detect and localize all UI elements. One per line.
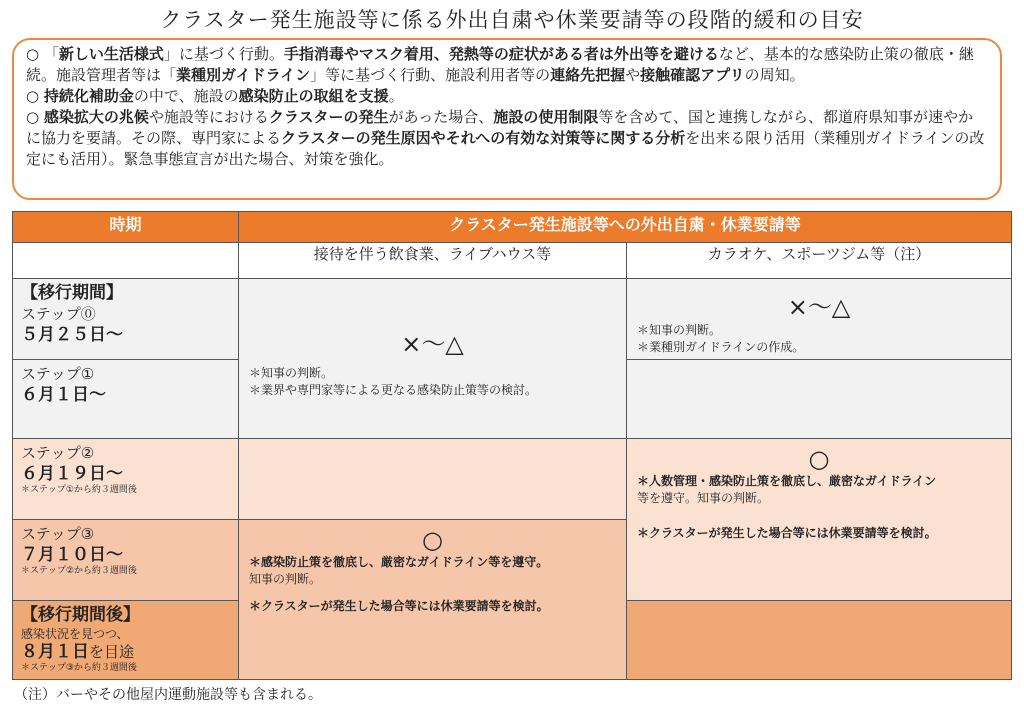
- period-step1: ステップ① ６月１日〜: [13, 360, 239, 439]
- period-after: 【移行期間後】 感染状況を見つつ、 ８月１日を目途 ＊ステップ③から約３週間後: [13, 601, 239, 680]
- summary-paragraph-2: ○ 持続化補助金の中で、施設の感染防止の取組を支援。: [26, 87, 404, 105]
- circle-symbol: ○: [422, 526, 443, 554]
- cell-a-step0-1: ×〜△ ＊知事の判断。 ＊業界や専門家等による更なる感染防止策等の検討。: [239, 279, 627, 439]
- summary-paragraph-3: ○ 感染拡大の兆候や施設等におけるクラスターの発生があった場合、施設の使用制限等を含めて、国と連携しながら、都道府県知事が速やかに協力を要請。その際、専門家によるクラスターの発生原因やそれへの有効な対策等に関する分析を出来る限り活用（業種別ガイドラインの改定にも活用）。緊急事態宣言が出た場合、対策を強化。: [26, 108, 985, 168]
- main-header: クラスター発生施設等への外出自粛・休業要請等: [239, 212, 1012, 243]
- cell-b-step1: [627, 360, 1012, 439]
- period-step3: ステップ③ ７月１０日〜 ＊ステップ②から約３週間後: [13, 520, 239, 601]
- period-step2: ステップ② ６月１９日〜 ＊ステップ①から約３週間後: [13, 439, 239, 520]
- cell-b-after: [627, 601, 1012, 680]
- period-header: 時期: [13, 212, 239, 243]
- summary-box: [12, 38, 1002, 200]
- cell-b-step2-3: ○ ＊人数管理・感染防止策を徹底し、厳密なガイドライン 等を遵守。知事の判断。 ＊クラスターが発生した場合等には休業要請等を検討。: [627, 439, 1012, 601]
- cross-triangle-symbol: ×〜△: [787, 293, 851, 321]
- cell-a-step2: [239, 439, 627, 520]
- blank-subheader: [13, 243, 239, 279]
- page-title: クラスター発生施設等に係る外出自粛や休業要請等の段階的緩和の目安: [160, 8, 864, 32]
- summary-paragraph-1: ○ 「新しい生活様式」に基づく行動。手指消毒やマスク着用、発熱等の症状がある者は外出等を避けるなど、基本的な感染防止策の徹底・継続。施設管理者等は「業種別ガイドライン」等に基づく行動、施設利用者等の連絡先把握や接触確認アプリの周知。: [26, 45, 974, 84]
- schedule-table: [12, 211, 1012, 680]
- col-b-header: カラオケ、スポーツジム等（注）: [627, 243, 1012, 279]
- col-a-header: 接待を伴う飲食業、ライブハウス等: [239, 243, 627, 279]
- footnote: （注）バーやその他屋内運動施設等も含まれる。: [14, 687, 322, 703]
- cell-b-step0: ×〜△ ＊知事の判断。 ＊業種別ガイドラインの作成。: [627, 279, 1012, 360]
- period-step0: 【移行期間】 ステップ⓪ ５月２５日〜: [13, 279, 239, 360]
- cell-a-step3-after: ○ ＊感染防止策を徹底し、厳密なガイドライン等を遵守。 知事の判断。 ＊クラスターが発生した場合等には休業要請等を検討。: [239, 520, 627, 680]
- cross-triangle-symbol: ×〜△: [401, 330, 464, 358]
- circle-symbol: ○: [808, 445, 830, 473]
